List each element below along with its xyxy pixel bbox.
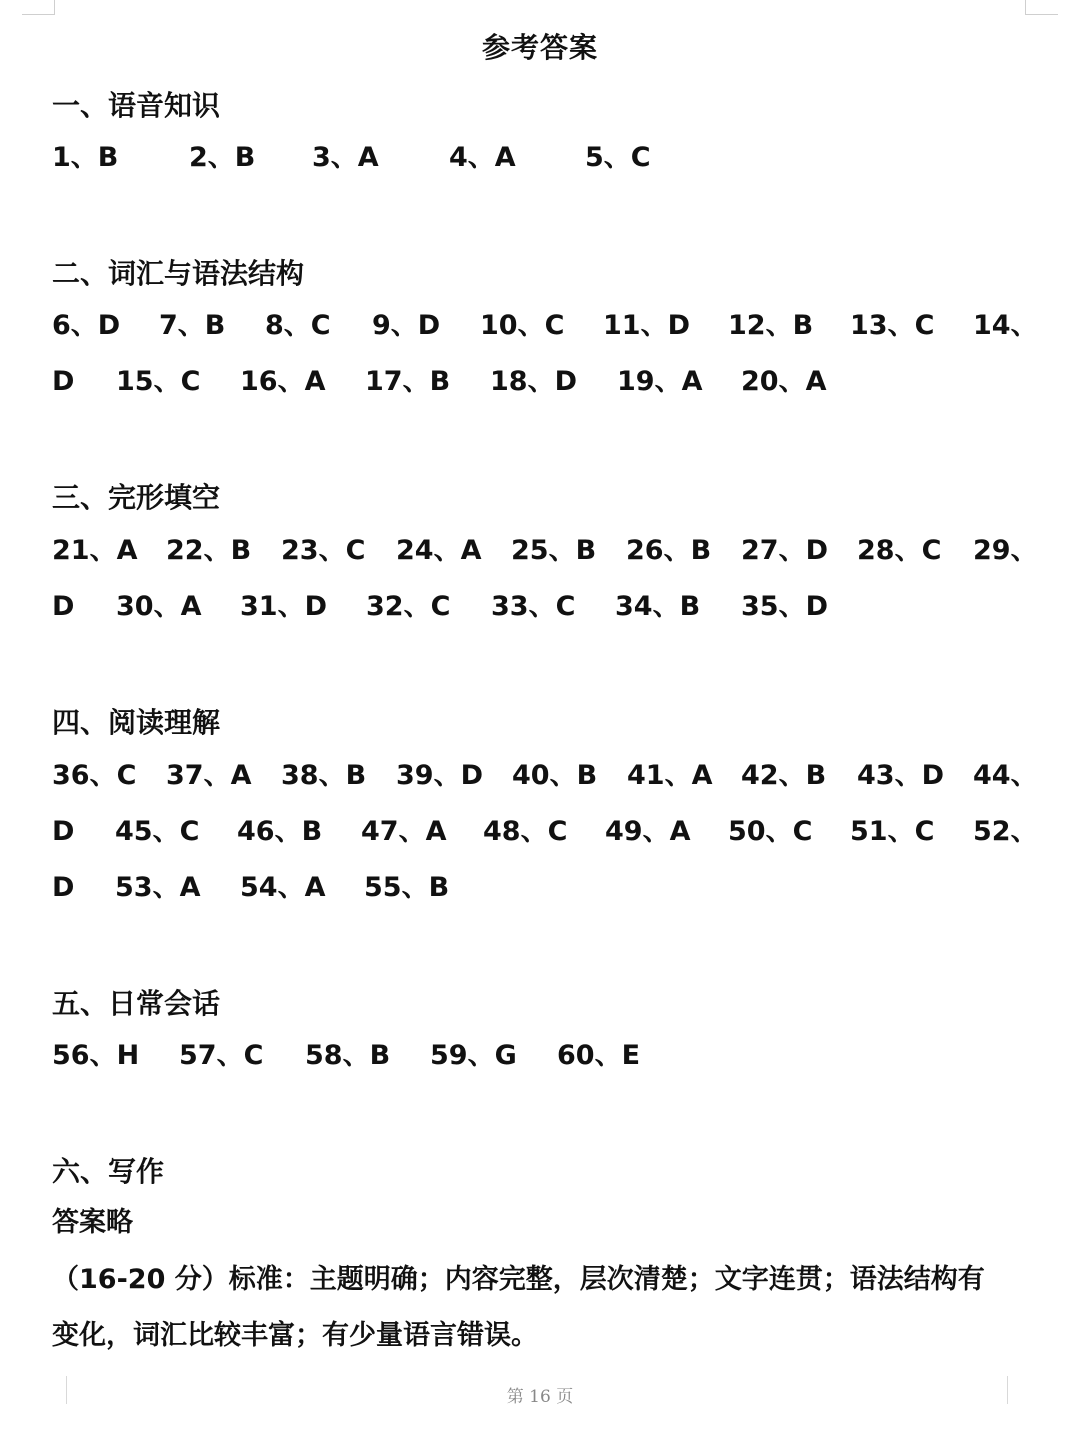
answer-item: 6、D: [52, 310, 121, 341]
answer-row: [0, 362, 1080, 402]
section-heading-cloze: 三、完形填空: [52, 481, 221, 514]
answer-item: 48、C: [483, 816, 568, 847]
answer-item: 13、C: [850, 310, 935, 341]
answer-item: 50、C: [728, 816, 813, 847]
answer-item: 5、C: [585, 142, 651, 173]
answer-item: 42、B: [741, 760, 827, 791]
answer-item: 3、A: [312, 142, 379, 173]
answer-item: 31、D: [240, 591, 327, 622]
answer-item: 35、D: [741, 591, 828, 622]
answer-item: 58、B: [305, 1040, 391, 1071]
answer-item: D: [52, 816, 75, 847]
answer-item: 21、A: [52, 535, 138, 566]
answer-item: 45、C: [115, 816, 200, 847]
answer-item: 34、B: [615, 591, 701, 622]
answer-item: 44、: [973, 760, 1038, 791]
answer-item: 39、D: [396, 760, 483, 791]
answer-item: 47、A: [361, 816, 447, 847]
writing-answer-note: 答案略: [52, 1207, 133, 1238]
answer-row: [0, 1036, 1080, 1076]
answer-item: 4、A: [449, 142, 516, 173]
answer-item: D: [52, 366, 75, 397]
answer-item: 26、B: [626, 535, 712, 566]
section-heading-reading: 四、阅读理解: [52, 706, 221, 739]
answer-row: [0, 306, 1080, 346]
answer-item: 36、C: [52, 760, 137, 791]
answer-item: 33、C: [491, 591, 576, 622]
answer-item: 23、C: [281, 535, 366, 566]
answer-item: 46、B: [237, 816, 323, 847]
answer-item: 54、A: [240, 872, 326, 903]
answer-item: 2、B: [189, 142, 256, 173]
answer-item: 28、C: [857, 535, 942, 566]
answer-item: 38、B: [281, 760, 367, 791]
writing-criteria-line-2: 变化，词汇比较丰富；有少量语言错误。: [52, 1320, 538, 1351]
answer-item: 43、D: [857, 760, 944, 791]
answer-item: 25、B: [511, 535, 597, 566]
answer-item: D: [52, 591, 75, 622]
answer-item: 52、: [973, 816, 1038, 847]
section-heading-writing: 六、写作: [52, 1155, 165, 1188]
answer-item: 16、A: [240, 366, 326, 397]
answer-item: 9、D: [372, 310, 441, 341]
answer-item: 22、B: [166, 535, 252, 566]
answer-item: 57、C: [179, 1040, 264, 1071]
answer-item: 11、D: [603, 310, 690, 341]
answer-row: [0, 138, 1080, 178]
answer-item: D: [52, 872, 75, 903]
answer-item: 8、C: [265, 310, 331, 341]
answer-item: 53、A: [115, 872, 201, 903]
answer-item: 27、D: [741, 535, 828, 566]
answer-item: 7、B: [159, 310, 226, 341]
answer-item: 15、C: [116, 366, 201, 397]
writing-criteria-line-1: （16-20 分）标准：主题明确；内容完整，层次清楚；文字连贯；语法结构有: [52, 1264, 985, 1295]
answer-item: 12、B: [728, 310, 814, 341]
page-number: 第 16 页: [506, 1387, 574, 1407]
page-title: 参考答案: [481, 31, 598, 64]
answer-item: 59、G: [430, 1040, 517, 1071]
answer-row: [0, 868, 1080, 908]
answer-item: 29、: [973, 535, 1038, 566]
answer-row: [0, 531, 1080, 571]
corner-mark-top-left: [22, 0, 55, 15]
answer-item: 1、B: [52, 142, 119, 173]
corner-mark-top-right: [1025, 0, 1058, 15]
answer-item: 41、A: [627, 760, 713, 791]
answer-item: 55、B: [364, 872, 450, 903]
answer-item: 60、E: [557, 1040, 641, 1071]
answer-row: [0, 587, 1080, 627]
answer-item: 10、C: [480, 310, 565, 341]
section-heading-vocabulary-grammar: 二、词汇与语法结构: [52, 257, 305, 290]
answer-item: 51、C: [850, 816, 935, 847]
answer-row: [0, 756, 1080, 796]
answer-item: 20、A: [741, 366, 827, 397]
answer-item: 56、H: [52, 1040, 140, 1071]
answer-item: 49、A: [605, 816, 691, 847]
answer-item: 37、A: [166, 760, 252, 791]
answer-item: 32、C: [366, 591, 451, 622]
answer-item: 24、A: [396, 535, 482, 566]
answer-item: 19、A: [617, 366, 703, 397]
answer-item: 40、B: [512, 760, 598, 791]
answer-row: [0, 812, 1080, 852]
answer-item: 14、: [973, 310, 1038, 341]
answer-item: 30、A: [116, 591, 202, 622]
answer-item: 17、B: [365, 366, 451, 397]
answer-item: 18、D: [490, 366, 577, 397]
section-heading-phonetics: 一、语音知识: [52, 89, 221, 122]
section-heading-dialogue: 五、日常会话: [52, 987, 221, 1020]
